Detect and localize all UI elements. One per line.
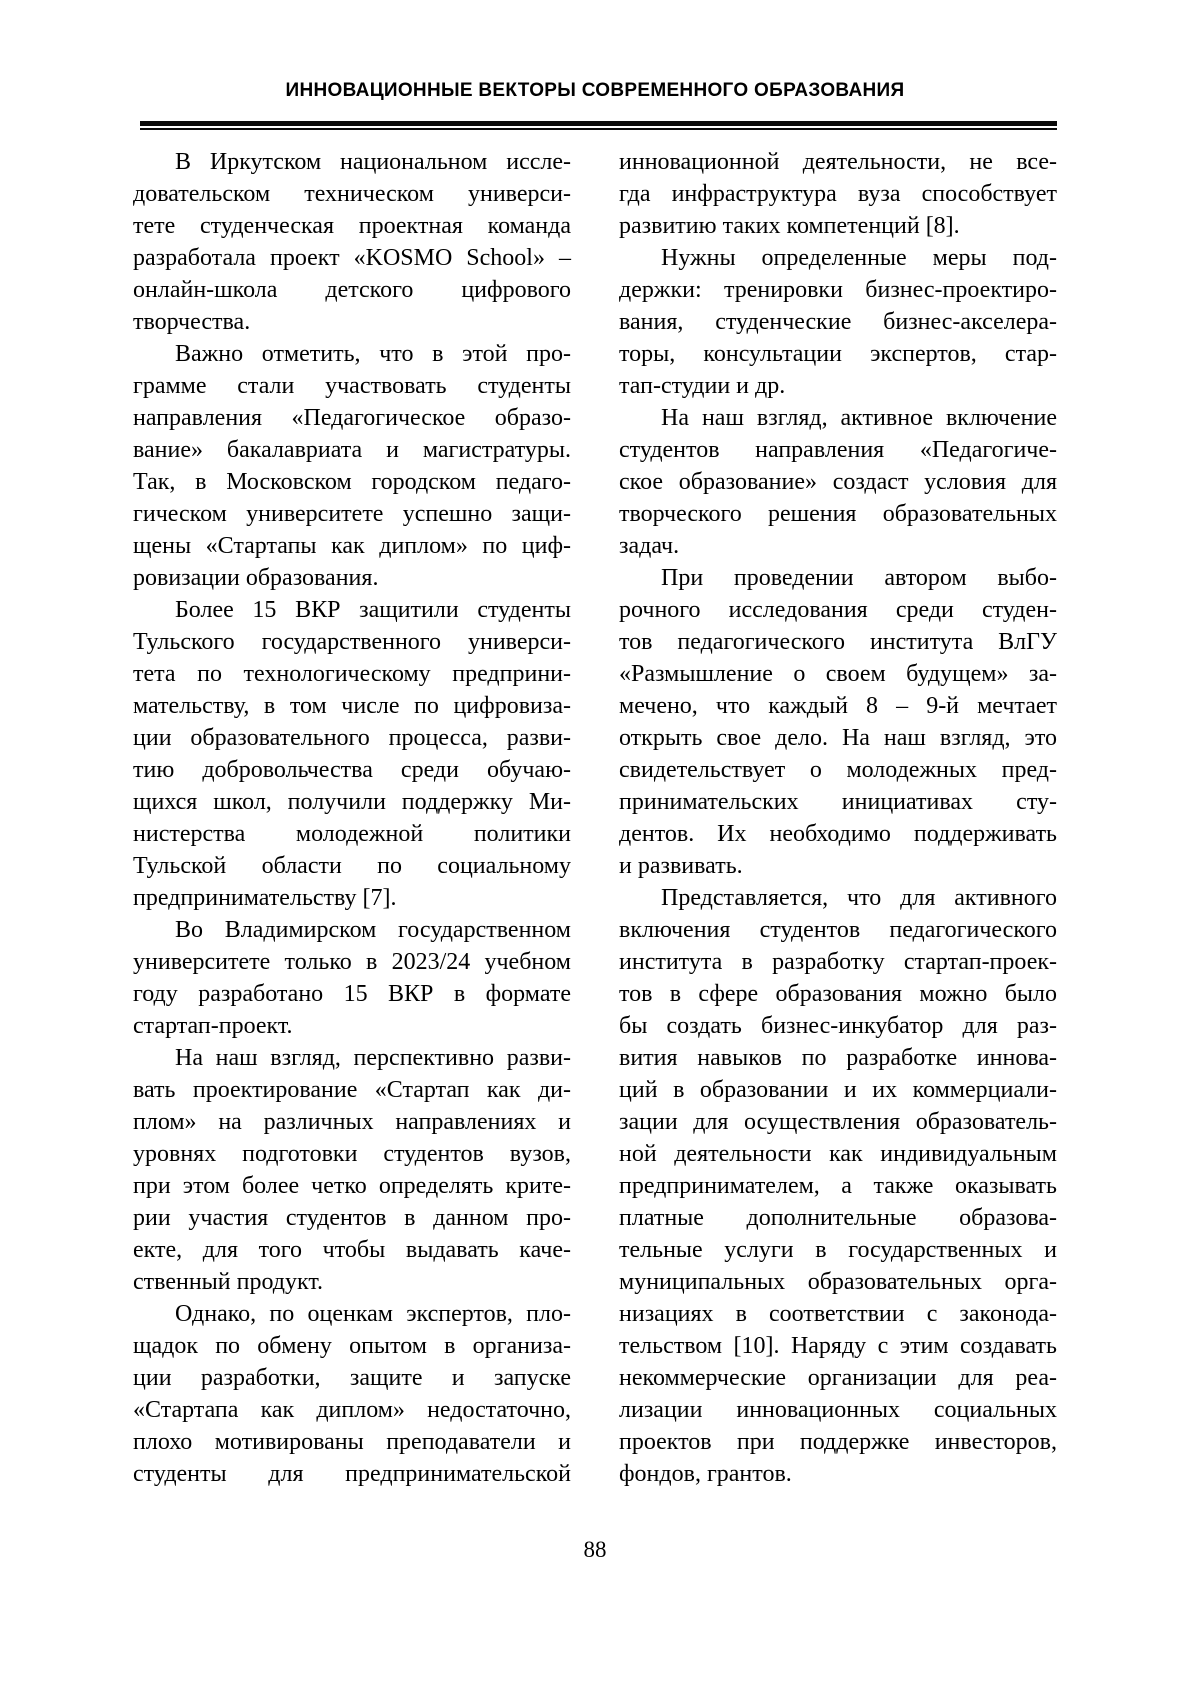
two-column-body — [133, 146, 1057, 1490]
text-line: торы, консультации экспертов, стар- — [619, 341, 1057, 367]
page-number: 88 — [583, 1537, 607, 1562]
paragraph — [619, 562, 1057, 882]
paragraph — [133, 1042, 571, 1298]
paragraph — [619, 146, 1057, 242]
text-line: Однако, по оценкам экспертов, пло- — [175, 1301, 571, 1327]
text-line: при этом более четко определять крите- — [133, 1173, 571, 1199]
text-line: мечено, что каждый 8 – 9-й мечтает — [619, 693, 1057, 719]
text-line: разработала проект «KOSMO School» – — [133, 245, 571, 271]
text-line: включения студентов педагогического — [619, 917, 1057, 943]
text-line: некоммерческие организации для реа- — [619, 1365, 1057, 1391]
text-line: В Иркутском национальном иссле- — [175, 149, 571, 175]
paragraph — [133, 1298, 571, 1490]
text-line: тию добровольчества среди обучаю- — [133, 757, 571, 783]
text-line: уровнях подготовки студентов вузов, — [133, 1141, 571, 1167]
text-line: творческого решения образовательных — [619, 501, 1057, 527]
text-line: ции разработки, защите и запуске — [133, 1365, 571, 1391]
text-line: вать проектирование «Стартап как ди- — [133, 1077, 571, 1103]
paragraph — [133, 146, 571, 338]
header-double-rule — [140, 121, 1057, 130]
text-line: щихся школ, получили поддержку Ми- — [133, 789, 571, 815]
text-line: низациях в соответствии с законода- — [619, 1301, 1057, 1327]
text-line: ной деятельности как индивидуальным — [619, 1141, 1057, 1167]
text-line: направления «Педагогическое образо- — [133, 405, 571, 431]
text-line: предпринимательству [7]. — [133, 885, 397, 911]
text-line: зации для осуществления образователь- — [619, 1109, 1057, 1135]
text-line: студентов направления «Педагогиче- — [619, 437, 1057, 463]
text-line: довательском техническом универси- — [133, 181, 571, 207]
text-line: гическом университете успешно защи- — [133, 501, 571, 527]
text-line: вание» бакалавриата и магистратуры. — [133, 437, 571, 463]
text-line: принимательских инициативах сту- — [619, 789, 1057, 815]
text-line: тельством [10]. Наряду с этим создавать — [619, 1333, 1057, 1359]
text-line: ственный продукт. — [133, 1269, 324, 1295]
paragraph — [133, 594, 571, 914]
text-line: Тульского государственного универси- — [133, 629, 571, 655]
text-column — [133, 146, 571, 1490]
paragraph — [619, 242, 1057, 402]
text-line: Во Владимирском государственном — [175, 917, 571, 943]
text-line: развитию таких компетенций [8]. — [619, 213, 960, 239]
paragraph — [133, 914, 571, 1042]
header-rule-thin — [140, 128, 1057, 130]
text-line: вития навыков по разработке иннова- — [619, 1045, 1057, 1071]
text-line: екте, для того чтобы выдавать каче- — [133, 1237, 571, 1263]
text-line: задач. — [619, 533, 680, 559]
text-line: дентов. Их необходимо поддерживать — [619, 821, 1057, 847]
text-line: Нужны определенные меры под- — [661, 245, 1057, 271]
text-line: свидетельствует о молодежных пред- — [619, 757, 1057, 783]
paragraph — [619, 402, 1057, 562]
text-line: тов в сфере образования можно было — [619, 981, 1057, 1007]
paragraph — [619, 882, 1057, 1490]
text-line: тап-студии и др. — [619, 373, 786, 399]
text-line: муниципальных образовательных орга- — [619, 1269, 1057, 1295]
text-line: ровизации образования. — [133, 565, 379, 591]
running-head-title: ИННОВАЦИОННЫЕ ВЕКТОРЫ СОВРЕМЕННОГО ОБРАЗОВАНИЯ — [285, 80, 905, 101]
text-line: бы создать бизнес-инкубатор для раз- — [619, 1013, 1057, 1039]
text-line: университете только в 2023/24 учебном — [133, 949, 571, 975]
text-line: ций в образовании и их коммерциали- — [619, 1077, 1057, 1103]
text-line: рии участия студентов в данном про- — [133, 1205, 571, 1231]
text-line: нистерства молодежной политики — [133, 821, 571, 847]
text-line: предпринимателем, а также оказывать — [619, 1173, 1057, 1199]
text-line: щадок по обмену опытом в организа- — [133, 1333, 571, 1359]
text-line: онлайн-школа детского цифрового — [133, 277, 571, 303]
text-line: На наш взгляд, перспективно разви- — [175, 1045, 571, 1071]
text-line: плом» на различных направлениях и — [133, 1109, 571, 1135]
text-line: творчества. — [133, 309, 251, 335]
text-line: тельные услуги в государственных и — [619, 1237, 1057, 1263]
text-line: Тульской области по социальному — [133, 853, 571, 879]
text-line: проектов при поддержке инвесторов, — [619, 1429, 1057, 1455]
text-line: студенты для предпринимательской — [133, 1461, 571, 1487]
text-column — [619, 146, 1057, 1490]
text-line: ции образовательного процесса, разви- — [133, 725, 571, 751]
text-line: вания, студенческие бизнес-акселера- — [619, 309, 1057, 335]
text-line: На наш взгляд, активное включение — [661, 405, 1057, 431]
text-line: рочного исследования среди студен- — [619, 597, 1057, 623]
text-line: грамме стали участвовать студенты — [133, 373, 571, 399]
text-line: Представляется, что для активного — [661, 885, 1057, 911]
text-line: тов педагогического института ВлГУ — [619, 629, 1057, 655]
text-line: инновационной деятельности, не все- — [619, 149, 1057, 175]
text-line: держки: тренировки бизнес-проектиро- — [619, 277, 1057, 303]
text-line: «Размышление о своем будущем» за- — [619, 661, 1057, 687]
text-line: плохо мотивированы преподаватели и — [133, 1429, 571, 1455]
text-line: мательству, в том числе по цифровиза- — [133, 693, 571, 719]
text-line: году разработано 15 ВКР в формате — [133, 981, 571, 1007]
text-line: стартап-проект. — [133, 1013, 293, 1039]
header-rule-thick — [140, 121, 1057, 126]
text-line: «Стартапа как диплом» недостаточно, — [133, 1397, 571, 1423]
text-line: открыть свое дело. На наш взгляд, это — [619, 725, 1057, 751]
text-line: института в разработку стартап-проек- — [619, 949, 1057, 975]
text-line: Так, в Московском городском педаго- — [133, 469, 571, 495]
text-line: платные дополнительные образова- — [619, 1205, 1057, 1231]
text-line: фондов, грантов. — [619, 1461, 792, 1487]
text-line: щены «Стартапы как диплом» по циф- — [133, 533, 571, 559]
text-line: При проведении автором выбо- — [661, 565, 1057, 591]
text-line: лизации инновационных социальных — [619, 1397, 1057, 1423]
text-line: Более 15 ВКР защитили студенты — [175, 597, 571, 623]
text-line: ское образование» создаст условия для — [619, 469, 1057, 495]
text-line: гда инфраструктура вуза способствует — [619, 181, 1057, 207]
text-line: Важно отметить, что в этой про- — [175, 341, 571, 367]
text-line: тета по технологическому предприни- — [133, 661, 571, 687]
paragraph — [133, 338, 571, 594]
text-line: тете студенческая проектная команда — [133, 213, 571, 239]
text-line: и развивать. — [619, 853, 743, 879]
